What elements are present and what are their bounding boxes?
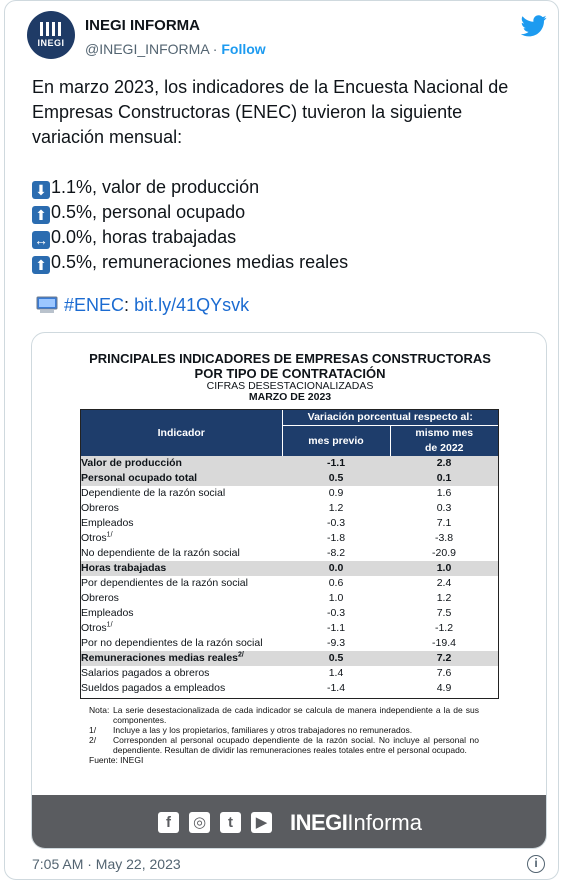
value-mes-previo: -1.1 xyxy=(326,622,346,634)
table-row xyxy=(81,546,498,561)
value-mes-previo: -8.2 xyxy=(326,547,346,559)
tweet-item xyxy=(32,250,552,275)
handle-row xyxy=(85,41,266,57)
link-row xyxy=(36,295,249,316)
title-line-2: POR TIPO DE CONTRATACIÓN xyxy=(194,366,386,381)
header-mismo-mes-line2: de 2022 xyxy=(424,442,464,454)
row-label-text: No dependiente de la razón social xyxy=(81,547,240,559)
row-label xyxy=(81,606,282,621)
row-label xyxy=(81,546,282,561)
hashtag-link[interactable]: #ENEC xyxy=(64,295,125,315)
value-mismo-mes: 7.5 xyxy=(436,607,452,619)
value-mismo-mes: 1.2 xyxy=(436,592,452,604)
value-mes-previo: -1.8 xyxy=(326,532,346,544)
value-mismo-mes: 7.6 xyxy=(436,667,452,679)
footnote-marker: 1/ xyxy=(106,531,113,539)
row-label xyxy=(81,486,282,501)
title-line-1: PRINCIPALES INDICADORES DE EMPRESAS CONSTRUCTORAS xyxy=(89,351,491,366)
row-label-text: Valor de producción xyxy=(81,457,182,469)
note-key: 1/ xyxy=(89,725,97,735)
value-mismo-mes: 1.6 xyxy=(436,487,452,499)
tweet-item xyxy=(32,175,552,200)
tweet-item xyxy=(32,200,552,225)
value-mismo-mes: 2.4 xyxy=(436,577,452,589)
value-mismo-mes: -19.4 xyxy=(432,637,456,649)
down-arrow-icon: ⬇ xyxy=(32,181,50,199)
table-row xyxy=(81,516,498,531)
inegi-logo-icon xyxy=(40,22,62,36)
row-label-text: Empleados xyxy=(81,607,134,619)
short-url-link[interactable]: bit.ly/41QYsvk xyxy=(134,295,250,315)
info-icon[interactable]: i xyxy=(527,855,545,873)
value-mismo-mes: 1.0 xyxy=(390,561,498,576)
link-colon: : xyxy=(124,295,130,315)
row-label-text: Sueldos pagados a empleados xyxy=(81,682,226,694)
value-mes-previo: -0.3 xyxy=(326,517,346,529)
tweet-header xyxy=(27,11,547,61)
row-label-text: Salarios pagados a obreros xyxy=(81,667,210,679)
table-row xyxy=(81,561,498,576)
value-mismo-mes: 4.9 xyxy=(436,682,452,694)
row-label-text: Remuneraciones medias reales xyxy=(81,652,238,664)
value-mismo-mes: 2.8 xyxy=(390,456,498,471)
value-mismo-mes: -20.9 xyxy=(432,547,456,559)
row-label-text: Personal ocupado total xyxy=(81,472,198,484)
up-arrow-icon: ⬆ xyxy=(32,256,50,274)
note-row xyxy=(89,725,479,735)
media-image[interactable] xyxy=(31,332,547,849)
row-label xyxy=(81,501,282,516)
table-body xyxy=(81,456,498,696)
row-label xyxy=(81,651,282,666)
tweet-item xyxy=(32,225,552,250)
twitter-icon: t xyxy=(220,812,241,833)
avatar-label: INEGI xyxy=(37,38,65,48)
account-handle[interactable]: @INEGI_INFORMA xyxy=(85,41,209,57)
table-title xyxy=(32,351,547,381)
header-variacion: Variación porcentual respecto al: xyxy=(282,410,498,426)
value-mes-previo: 1.4 xyxy=(328,667,344,679)
note-row xyxy=(89,735,479,755)
header-mismo-mes-line1: mismo mes xyxy=(415,427,474,439)
header-indicador: Indicador xyxy=(81,410,282,456)
row-label xyxy=(81,591,282,606)
table-row xyxy=(81,501,498,516)
value-mismo-mes: 7.1 xyxy=(436,517,452,529)
table-subtitle: CIFRAS DESESTACIONALIZADAS xyxy=(206,380,374,392)
row-label xyxy=(81,516,282,531)
source-line: Fuente: INEGI xyxy=(89,755,144,765)
row-label-text: Otros xyxy=(81,532,107,544)
value-mes-previo: -0.3 xyxy=(326,607,346,619)
value-mes-previo: 1.2 xyxy=(328,502,344,514)
value-mes-previo: 0.5 xyxy=(282,651,390,666)
footnote-marker: 1/ xyxy=(106,621,113,629)
tweet-card xyxy=(4,0,559,880)
value-mismo-mes: 0.3 xyxy=(436,502,452,514)
inegi-informa-logo xyxy=(290,810,422,836)
row-label-text: Empleados xyxy=(81,517,134,529)
tweet-body xyxy=(32,75,552,275)
footer-band xyxy=(32,795,547,849)
row-label xyxy=(81,561,282,576)
row-label-text: Obreros xyxy=(81,502,119,514)
row-label-text: Por dependientes de la razón social xyxy=(81,577,248,589)
table-row xyxy=(81,606,498,621)
twitter-bird-icon[interactable] xyxy=(521,15,547,37)
row-label xyxy=(81,456,282,471)
note-text: La serie desestacionalizada de cada indicador se calcula de manera independiente a la de sus componentes. xyxy=(113,705,479,725)
note-key: 2/ xyxy=(89,735,97,745)
note-text: Incluye a las y los propietarios, familiares y otros trabajadores no remunerados. xyxy=(113,725,413,735)
table-row xyxy=(81,576,498,591)
tweet-timestamp[interactable]: 7:05 AM · May 22, 2023 xyxy=(32,856,181,872)
note-row xyxy=(89,705,479,725)
table-period: MARZO DE 2023 xyxy=(248,391,332,403)
table-row xyxy=(81,651,498,666)
value-mismo-mes: -3.8 xyxy=(434,532,454,544)
footnote-marker: 2/ xyxy=(238,651,244,659)
table-row xyxy=(81,636,498,651)
table-row xyxy=(81,471,498,486)
table-row xyxy=(81,591,498,606)
blank-line xyxy=(32,150,552,175)
youtube-icon: ▶ xyxy=(251,812,272,833)
indicators-table xyxy=(81,410,498,696)
value-mes-previo: 1.0 xyxy=(328,592,344,604)
avatar[interactable] xyxy=(27,11,75,59)
item-text: 0.5%, remuneraciones medias reales xyxy=(51,252,349,272)
table-row xyxy=(81,456,498,471)
note-text: Corresponden al personal ocupado dependiente de la razón social. No incluye al personal no dependiente. Resultan de dividir las remuneraciones reales totales entre el personal ocupado. xyxy=(113,735,479,755)
value-mes-previo: 0.5 xyxy=(282,471,390,486)
row-label xyxy=(81,636,282,651)
table-row xyxy=(81,531,498,546)
tweet-line: En marzo 2023, los indicadores de la Encuesta Nacional de xyxy=(32,77,509,97)
item-text: 0.5%, personal ocupado xyxy=(51,202,246,222)
follow-button[interactable]: Follow xyxy=(221,41,266,57)
item-text: 0.0%, horas trabajadas xyxy=(51,227,237,247)
table-row xyxy=(81,666,498,681)
row-label-text: Otros xyxy=(81,622,107,634)
row-label-text: Dependiente de la razón social xyxy=(81,487,226,499)
table-row xyxy=(81,621,498,636)
value-mes-previo: 0.0 xyxy=(282,561,390,576)
row-label xyxy=(81,666,282,681)
value-mes-previo: -1.4 xyxy=(326,682,346,694)
account-name[interactable]: INEGI INFORMA xyxy=(85,17,200,34)
row-label xyxy=(81,531,282,546)
tweet-line: Empresas Constructoras (ENEC) tuvieron la siguiente xyxy=(32,102,463,122)
value-mes-previo: 0.9 xyxy=(328,487,344,499)
computer-icon xyxy=(36,296,58,314)
header-mismo-mes xyxy=(390,426,498,457)
table-notes xyxy=(89,705,479,765)
row-label-text: Horas trabajadas xyxy=(81,562,167,574)
header-mes-previo: mes previo xyxy=(282,426,390,457)
row-label-text: Por no dependientes de la razón social xyxy=(81,637,263,649)
row-label xyxy=(81,621,282,636)
value-mismo-mes: 7.2 xyxy=(390,651,498,666)
separator-dot: · xyxy=(212,41,218,57)
instagram-icon: ◎ xyxy=(189,812,210,833)
table-row xyxy=(81,486,498,501)
value-mes-previo: -1.1 xyxy=(282,456,390,471)
facebook-icon: f xyxy=(158,812,179,833)
up-arrow-icon: ⬆ xyxy=(32,206,50,224)
row-label xyxy=(81,471,282,486)
brand-bold: INEGI xyxy=(290,809,348,835)
item-text: 1.1%, valor de producción xyxy=(51,177,260,197)
value-mismo-mes: -1.2 xyxy=(434,622,454,634)
row-label xyxy=(81,576,282,591)
row-label xyxy=(81,681,282,696)
left-right-arrow-icon: ↔ xyxy=(34,232,48,248)
row-label-text: Obreros xyxy=(81,592,119,604)
note-key: Nota: xyxy=(89,705,110,715)
brand-light: Informa xyxy=(347,809,422,835)
tweet-line: variación mensual: xyxy=(32,127,183,147)
value-mes-previo: 0.6 xyxy=(328,577,344,589)
value-mes-previo: -9.3 xyxy=(326,637,346,649)
value-mismo-mes: 0.1 xyxy=(390,471,498,486)
table-row xyxy=(81,681,498,696)
